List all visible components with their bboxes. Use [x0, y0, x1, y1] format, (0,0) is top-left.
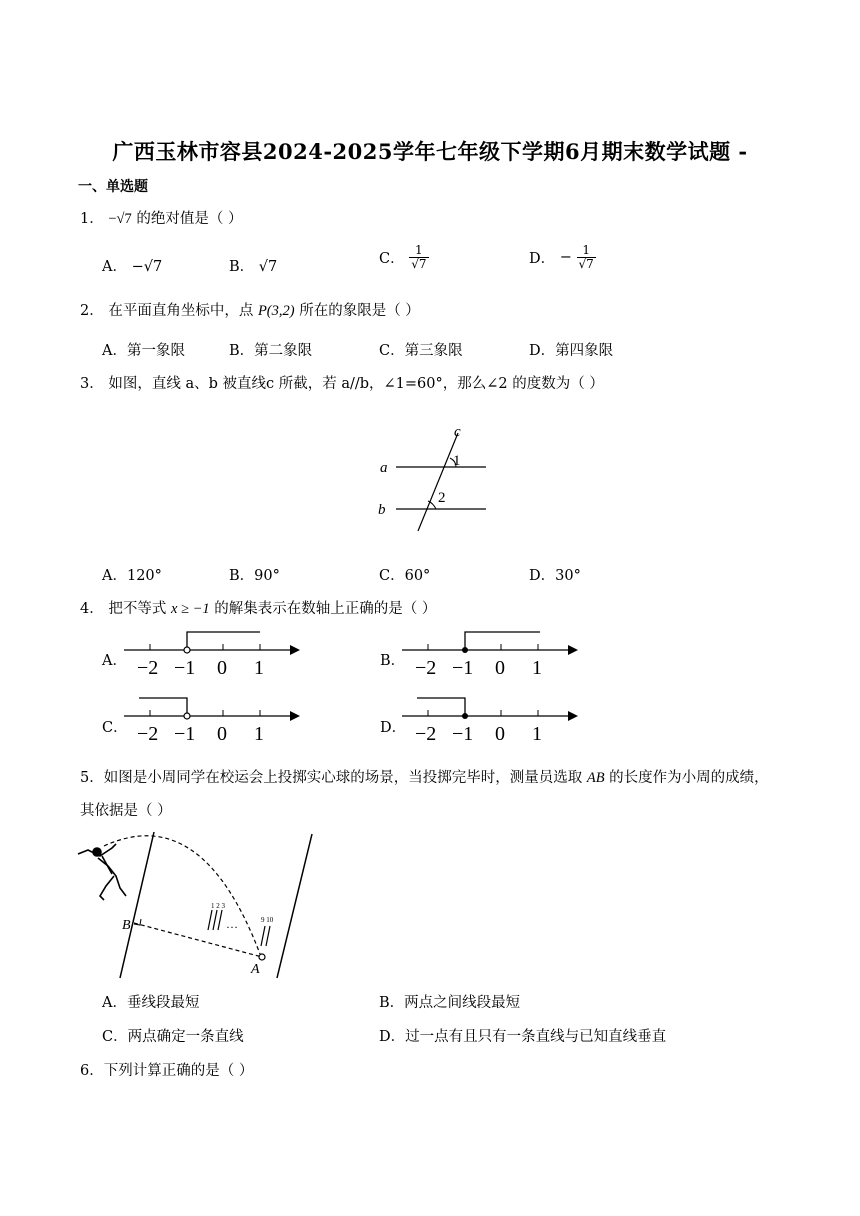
tick-label: 0	[217, 723, 227, 742]
question-1	[80, 207, 242, 228]
option-label: D．	[529, 568, 556, 584]
line-c	[418, 433, 458, 531]
question-number: 1．	[80, 211, 104, 227]
option-value: √7	[258, 259, 278, 275]
fraction-denominator: √7	[411, 257, 427, 272]
throw-line	[120, 832, 154, 978]
q3-option-b[interactable]	[229, 564, 280, 585]
option-value: 120°	[126, 568, 162, 584]
q5-option-b[interactable]	[379, 991, 520, 1012]
label-c: c	[454, 424, 461, 440]
tick-label: −1	[174, 657, 196, 676]
segment-ab	[134, 923, 262, 957]
question-number: 5．	[80, 770, 104, 786]
q1-option-d[interactable]	[529, 244, 596, 271]
question-text: 的解集表示在数轴上正确的是（ ）	[214, 601, 437, 617]
question-expression: AB	[586, 770, 605, 786]
question-3	[80, 372, 604, 393]
q3-option-a[interactable]	[102, 564, 162, 585]
option-sign: −	[559, 249, 572, 266]
question-text: 如图，直线 a、b 被直线c 所截，若 a//b，∠1=60°，那么∠2 的度数为（ ）	[108, 376, 604, 392]
q4-option-d-label[interactable]: D．	[380, 720, 407, 736]
angle-1-label: 1	[453, 453, 461, 469]
question-text: 所在的象限是（ ）	[299, 303, 420, 319]
q5-option-a[interactable]	[102, 991, 199, 1012]
question-4	[80, 597, 436, 618]
tick-label: 0	[495, 657, 505, 676]
question-text: 如图是小周同学在校运会上投掷实心球的场景，当投掷完毕时，测量员选取	[103, 770, 583, 786]
option-label: B．	[379, 995, 405, 1011]
tick-label: −2	[137, 723, 159, 742]
parallel-lines-figure	[370, 420, 500, 532]
option-value: 90°	[254, 568, 280, 584]
field-boundary	[277, 834, 312, 978]
q4-option-a-label[interactable]: A．	[102, 653, 127, 669]
question-number: 3．	[80, 376, 104, 392]
tick-label: 1	[532, 723, 542, 742]
q2-option-b[interactable]	[229, 339, 312, 360]
q4-number-line-d	[400, 694, 582, 742]
option-label: A．	[102, 343, 127, 359]
tick-label: 1	[532, 657, 542, 676]
option-value: 第二象限	[254, 343, 313, 359]
fraction-numerator: 1	[577, 244, 596, 258]
fraction-numerator: 1	[409, 244, 428, 258]
marker-numbers: 9 10	[261, 916, 274, 924]
option-value: 两点之间线段最短	[404, 995, 521, 1011]
option-label: B．	[229, 568, 255, 584]
question-text: 下列计算正确的是（ ）	[103, 1063, 254, 1079]
option-value: 第三象限	[404, 343, 463, 359]
question-expression: x ≥ −1	[170, 601, 210, 617]
question-5	[80, 766, 769, 787]
q4-number-line-c	[122, 694, 304, 742]
q4-option-b-label[interactable]: B．	[380, 653, 406, 669]
option-value: 垂线段最短	[126, 995, 200, 1011]
question-6	[80, 1059, 253, 1080]
fraction	[409, 244, 428, 271]
option-label: A．	[102, 259, 127, 275]
q2-option-d[interactable]	[529, 339, 613, 360]
option-value: 第四象限	[555, 343, 614, 359]
athlete-icon	[78, 844, 126, 900]
q4-option-c-label[interactable]: C．	[102, 720, 128, 736]
option-value: 过一点有且只有一条直线与已知直线垂直	[405, 1029, 667, 1045]
option-value: 30°	[555, 568, 581, 584]
shot-put-figure	[72, 826, 322, 984]
fraction	[577, 244, 596, 271]
tick-label: 1	[254, 657, 264, 676]
question-text: 的长度作为小周的成绩，	[609, 770, 769, 786]
question-number: 6．	[80, 1063, 104, 1079]
tick-label: −1	[452, 723, 474, 742]
q2-option-c[interactable]	[379, 339, 463, 360]
question-5-line2: 其依据是（ ）	[80, 803, 172, 819]
marker-dots: …	[226, 917, 238, 931]
label-a: A	[251, 962, 260, 977]
option-label: D．	[529, 343, 556, 359]
tick-label: −1	[452, 657, 474, 676]
option-value: −√7	[131, 259, 163, 275]
option-label: C．	[379, 251, 405, 268]
question-text: 在平面直角坐标中，点	[108, 303, 254, 319]
option-value: 两点确定一条直线	[127, 1029, 244, 1045]
angle-2-label: 2	[438, 490, 446, 506]
option-label: C．	[379, 568, 405, 584]
question-number: 2．	[80, 303, 104, 319]
q5-option-d[interactable]	[379, 1025, 666, 1046]
q1-option-a[interactable]	[102, 255, 162, 276]
tick-label: −2	[415, 723, 437, 742]
tick-label: −2	[137, 657, 159, 676]
q1-option-b[interactable]	[229, 255, 277, 276]
question-number: 4．	[80, 601, 104, 617]
option-label: C．	[379, 343, 405, 359]
q5-option-c[interactable]	[102, 1025, 244, 1046]
question-2	[80, 299, 420, 320]
q1-option-c[interactable]	[379, 244, 429, 271]
option-value: 60°	[404, 568, 431, 584]
marker-numbers: 1 2 3	[211, 902, 225, 910]
ball	[259, 954, 265, 960]
option-label: C．	[102, 1029, 128, 1045]
q4-number-line-a	[122, 628, 304, 676]
tick-label: 1	[254, 723, 264, 742]
tick-label: 0	[495, 723, 505, 742]
question-expression: P(3,2)	[257, 303, 295, 319]
label-b: b	[378, 502, 386, 518]
tick-label: −2	[415, 657, 437, 676]
option-label: A．	[102, 568, 127, 584]
q3-option-c[interactable]	[379, 564, 430, 585]
question-expression: −√7	[108, 211, 132, 227]
q4-number-line-b	[400, 628, 582, 676]
q3-option-d[interactable]	[529, 564, 581, 585]
section-heading: 一、单选题	[78, 179, 148, 195]
question-text: 把不等式	[108, 601, 167, 617]
tick-label: −1	[174, 723, 196, 742]
option-label: D．	[379, 1029, 406, 1045]
option-label: D．	[529, 251, 556, 268]
option-label: A．	[102, 995, 127, 1011]
option-value: 第一象限	[126, 343, 185, 359]
fraction-denominator: √7	[578, 257, 594, 272]
option-label: B．	[229, 343, 255, 359]
label-a: a	[380, 460, 388, 476]
page-title: 广西玉林市容县2024-2025学年七年级下学期6月期末数学试题 -	[112, 139, 748, 164]
option-label: B．	[229, 259, 255, 275]
question-text: 的绝对值是（ ）	[136, 211, 243, 227]
label-b: B	[122, 918, 131, 933]
q2-option-a[interactable]	[102, 339, 185, 360]
tick-label: 0	[217, 657, 227, 676]
